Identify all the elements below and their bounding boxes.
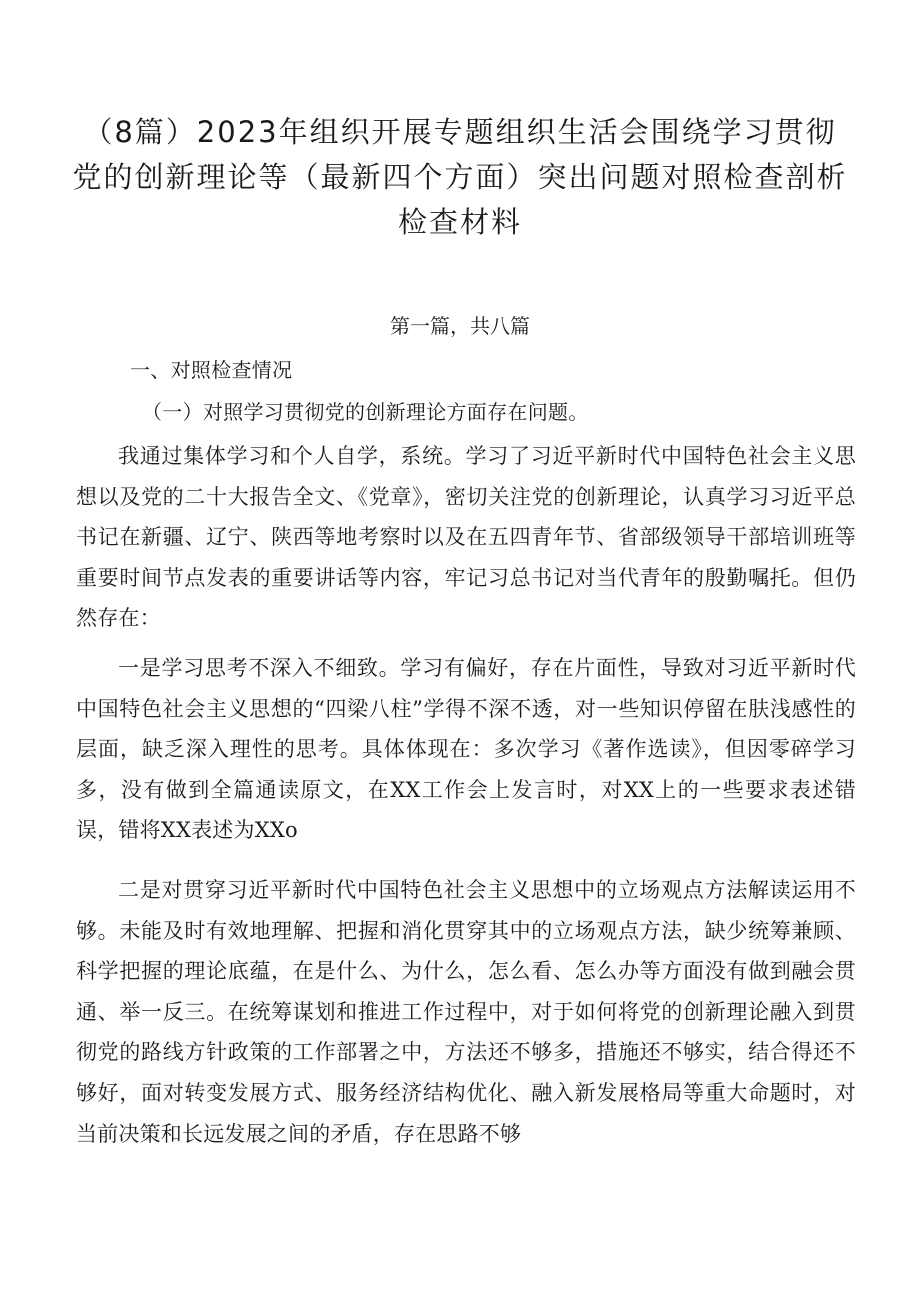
document-title [60,110,860,245]
section-heading: 一、对照检查情况 [130,358,293,382]
document-subtitle: 第一篇，共八篇 [390,314,530,338]
paragraph-3: 二是对贯穿习近平新时代中国特色社会主义思想中的立场观点方法解读运用不够。未能及时有效地理解、把握和消化贯穿其中的立场观点方法，缺少统筹兼顾、科学把握的理论底蕴，在是什么、为什么，怎么看、怎么办等方面没有做到融会贯通、举一反三。在统筹谋划和推进工作过程中，对于如何将党的创新理论融入到贯彻党的路线方针政策的工作部署之中，方法还不够多，措施还不够实，结合得还不够好，面对转变发展方式、服务经济结构优化、融入新发展格局等重大命题时，对当前决策和长远发展之间的矛盾，存在思路不够 [76,878,856,1146]
paragraph-1: 我通过集体学习和个人自学，系统。学习了习近平新时代中国特色社会主义思想以及党的二十大报告全文、《党章》，密切关注党的创新理论，认真学习习近平总书记在新疆、辽宁、陕西等地考察时以及在五四青年节、省部级领导干部培训班等重要时间节点发表的重要讲话等内容，牢记习总书记对当代青年的殷勤嘱托。但仍然存在： [76,444,856,631]
title-line-2: 党的创新理论等（最新四个方面）突出问题对照检查剖析 [72,160,848,194]
title-line-3: 检查材料 [397,205,522,239]
title-line-1: （8篇）2023年组织开展专题组织生活会围绕学习贯彻 [83,115,837,149]
subsection-heading: （一）对照学习贯彻党的创新理论方面存在问题。 [142,400,589,424]
paragraph-2: 一是学习思考不深入不细致。学习有偏好，存在片面性，导致对习近平新时代中国特色社会主义思想的“四梁八柱”学得不深不透，对一些知识停留在肤浅感性的层面，缺乏深入理性的思考。具体体现在：多次学习《著作选读》，但因零碎学习多，没有做到全篇通读原文，在XX工作会上发言时，对XX上的一些要求表述错误，错将XX表述为XXo [76,656,856,843]
